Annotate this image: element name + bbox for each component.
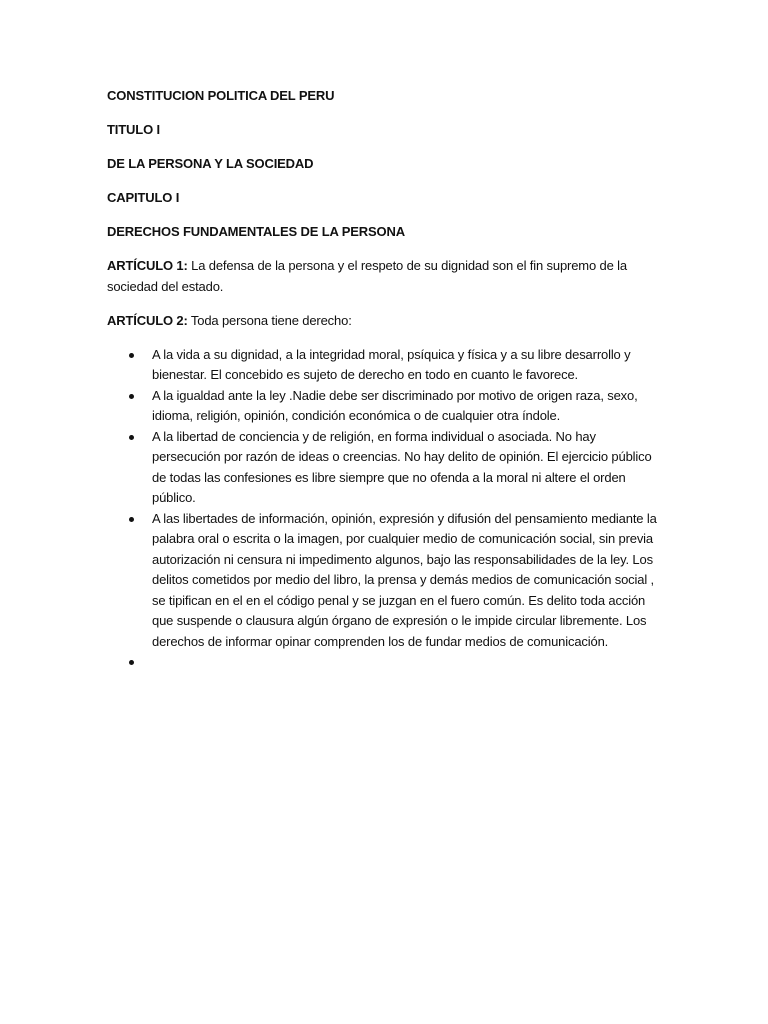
articulo-1-text: La defensa de la persona y el respeto de su dignidad son el fin supremo de la sociedad del estado. [107,258,627,294]
list-item [107,345,667,386]
list-item-text: A la libertad de conciencia y de religión, en forma individual o asociada. No hay persecución por razón de ideas o creencias. No hay delito de opinión. El ejercicio público de todas las confesiones es libre siempre que no ofenda a la moral ni altere el orden público. [152,428,652,505]
list-item [107,386,667,427]
list-item [107,509,667,653]
bullet-icon [129,435,134,440]
capitulo-name: DERECHOS FUNDAMENTALES DE LA PERSONA [107,224,405,239]
list-item-text: A la igualdad ante la ley .Nadie debe ser discriminado por motivo de origen raza, sexo, idioma, religión, opinión, condición económica o de cualquier otra índole. [152,387,638,423]
articulo-1 [107,256,667,297]
document-page [107,86,667,673]
bullet-icon [129,353,134,358]
list-item [107,427,667,509]
titulo-heading: TITULO I [107,122,160,137]
bullet-icon [129,660,134,665]
articulo-2-label: ARTÍCULO 2: [107,312,188,328]
list-item-text: A las libertades de información, opinión, expresión y difusión del pensamiento mediante la palabra oral o escrita o la imagen, por cualquier medio de comunicación social, sin previa autorización ni censura ni impedimento algunos, bajo las responsabilidades de la ley. Los delitos cometidos por medio del libro, la prensa y demás medios de comunicación social , se tipifican en el en el código penal y se juzgan en el fuero común. Es delito toda acción que suspende o clausura algún órgano de expresión o le impide circular libremente. Los derechos de informar opinar comprenden los de fundar medios de comunicación. [152,510,657,649]
articulo-1-label: ARTÍCULO 1: [107,258,188,273]
bullet-icon [129,517,134,522]
bullet-icon [129,394,134,399]
rights-list [107,345,667,673]
articulo-2-text: Toda persona tiene derecho: [187,312,352,328]
document-title: CONSTITUCION POLITICA DEL PERU [107,88,335,103]
list-item-text: A la vida a su dignidad, a la integridad moral, psíquica y física y a su libre desarrollo y bienestar. El concebido es sujeto de derecho en todo en cuanto le favorece. [152,346,631,382]
titulo-name: DE LA PERSONA Y LA SOCIEDAD [107,156,314,171]
capitulo-heading: CAPITULO I [107,190,180,205]
list-item-empty [107,652,667,673]
articulo-2 [107,311,667,332]
